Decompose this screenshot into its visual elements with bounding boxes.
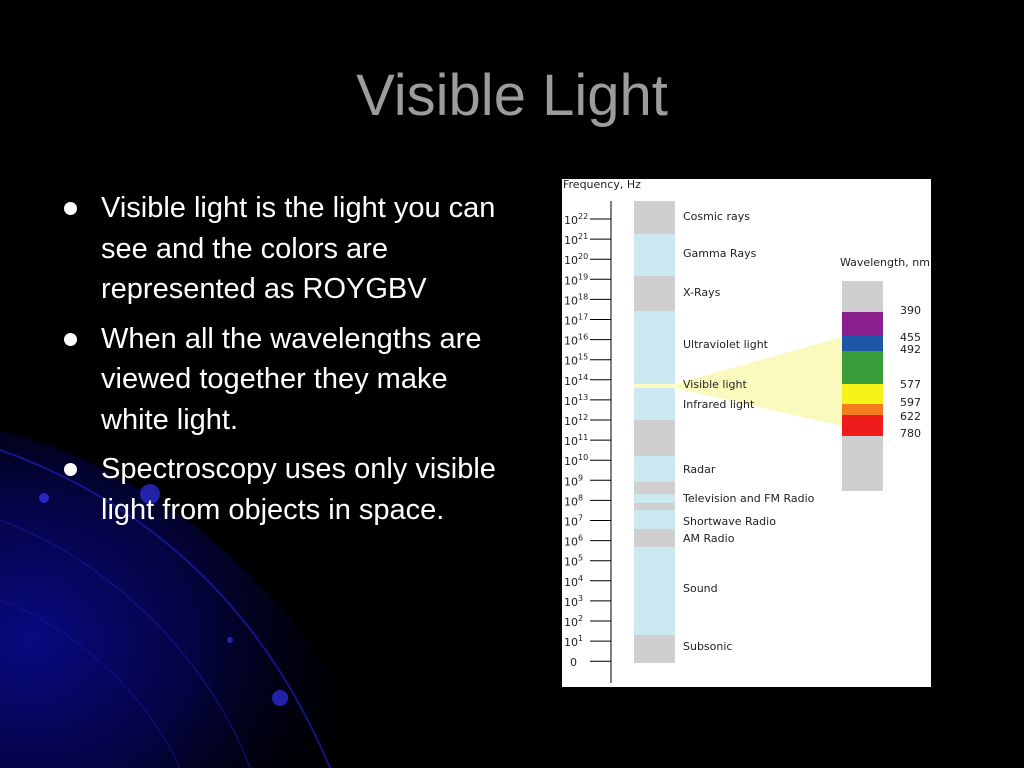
band-ultraviolet	[634, 311, 675, 384]
band-label: Ultraviolet light	[683, 338, 768, 351]
wavelength-uv-block	[842, 281, 883, 312]
frequency-tick-label: $10^{22}$	[564, 212, 589, 227]
band-gamma-rays	[634, 234, 675, 276]
frequency-tick-label: $10^1$	[564, 634, 584, 650]
band-label: Television and FM Radio	[683, 492, 815, 505]
frequency-tick-label: $10^{19}$	[564, 272, 589, 288]
bullet-list	[60, 188, 500, 539]
electromagnetic-spectrum-diagram	[562, 179, 931, 687]
band-x-rays	[634, 276, 675, 311]
band-radar	[634, 456, 675, 482]
bullet-text: Visible light is the light you can see and the colors are represented as ROYGBV	[101, 192, 496, 305]
visible-color-band	[842, 384, 883, 404]
wavelength-mark: 390	[900, 304, 921, 317]
band-label: Gamma Rays	[683, 247, 757, 260]
bullet-dot-icon	[64, 463, 77, 476]
frequency-tick-label: $10^8$	[564, 493, 584, 509]
band-label: X-Rays	[683, 286, 721, 299]
band-label: Sound	[683, 582, 718, 595]
frequency-tick-label: $10^{12}$	[564, 413, 589, 428]
band-gap	[634, 494, 675, 503]
frequency-tick-label: $10^7$	[564, 513, 584, 529]
frequency-tick-label: $10^9$	[564, 473, 584, 489]
frequency-tick-label: $10^{13}$	[564, 392, 589, 408]
frequency-tick-label: $10^{21}$	[564, 232, 589, 248]
frequency-axis-label: Frequency, Hz	[563, 179, 641, 191]
visible-color-band	[842, 351, 883, 384]
frequency-tick-label: $10^{15}$	[564, 352, 589, 368]
wavelength-mark: 577	[900, 378, 921, 391]
frequency-tick-label: $10^2$	[564, 614, 584, 629]
visible-color-bands	[842, 312, 883, 436]
band-visible	[634, 384, 675, 388]
bullet-item	[60, 319, 500, 441]
frequency-tick-label: $10^{10}$	[564, 453, 589, 469]
frequency-tick-label: $10^5$	[564, 553, 584, 569]
bullet-text: Spectroscopy uses only visible light from objects in space.	[101, 453, 496, 526]
frequency-tick-label: $10^{18}$	[564, 292, 589, 308]
band-shortwave	[634, 510, 675, 529]
frequency-tick-label: $10^{14}$	[564, 372, 589, 388]
frequency-tick-label: $10^4$	[564, 573, 584, 589]
band-tv-fm	[634, 482, 675, 494]
frequency-tick-label: 0	[570, 656, 577, 670]
band-microwave	[634, 420, 675, 456]
frequency-ticks	[564, 212, 611, 669]
frequency-tick-label: $10^{20}$	[564, 252, 589, 268]
frequency-tick-label: $10^{11}$	[564, 433, 589, 449]
bullet-item	[60, 449, 500, 530]
bullet-dot-icon	[64, 202, 77, 215]
band-am-radio	[634, 529, 675, 547]
wavelength-ir-block	[842, 436, 883, 491]
band-label: Shortwave Radio	[683, 515, 776, 528]
visible-color-band	[842, 312, 883, 336]
band-label: Radar	[683, 463, 716, 476]
slide-title: Visible Light	[356, 63, 668, 128]
visible-color-band	[842, 415, 883, 436]
wavelength-mark: 492	[900, 343, 921, 356]
band-infrared	[634, 388, 675, 420]
band-label: Infrared light	[683, 398, 755, 411]
bullet-text: When all the wavelengths are viewed together they make white light.	[101, 322, 482, 436]
band-cosmic-rays	[634, 201, 675, 234]
visible-color-band	[842, 404, 883, 415]
bullet-item	[60, 188, 500, 310]
band-subsonic	[634, 635, 675, 663]
wavelength-mark: 455	[900, 331, 921, 344]
wavelength-mark: 622	[900, 410, 921, 423]
frequency-tick-label: $10^{16}$	[564, 332, 589, 348]
band-label: Cosmic rays	[683, 210, 750, 223]
wavelength-axis-label: Wavelength, nm	[840, 256, 930, 269]
wavelength-mark: 780	[900, 427, 921, 440]
frequency-tick-label: $10^{17}$	[564, 312, 589, 328]
band-label: Visible light	[683, 378, 747, 391]
band-label: AM Radio	[683, 532, 735, 545]
band-shortwave-edge	[634, 503, 675, 510]
band-label: Subsonic	[683, 640, 733, 653]
frequency-tick-label: $10^6$	[564, 533, 584, 549]
band-sound	[634, 547, 675, 635]
frequency-tick-label: $10^3$	[564, 593, 584, 609]
visible-color-band	[842, 336, 883, 351]
bullet-dot-icon	[64, 333, 77, 346]
wavelength-mark: 597	[900, 396, 921, 409]
